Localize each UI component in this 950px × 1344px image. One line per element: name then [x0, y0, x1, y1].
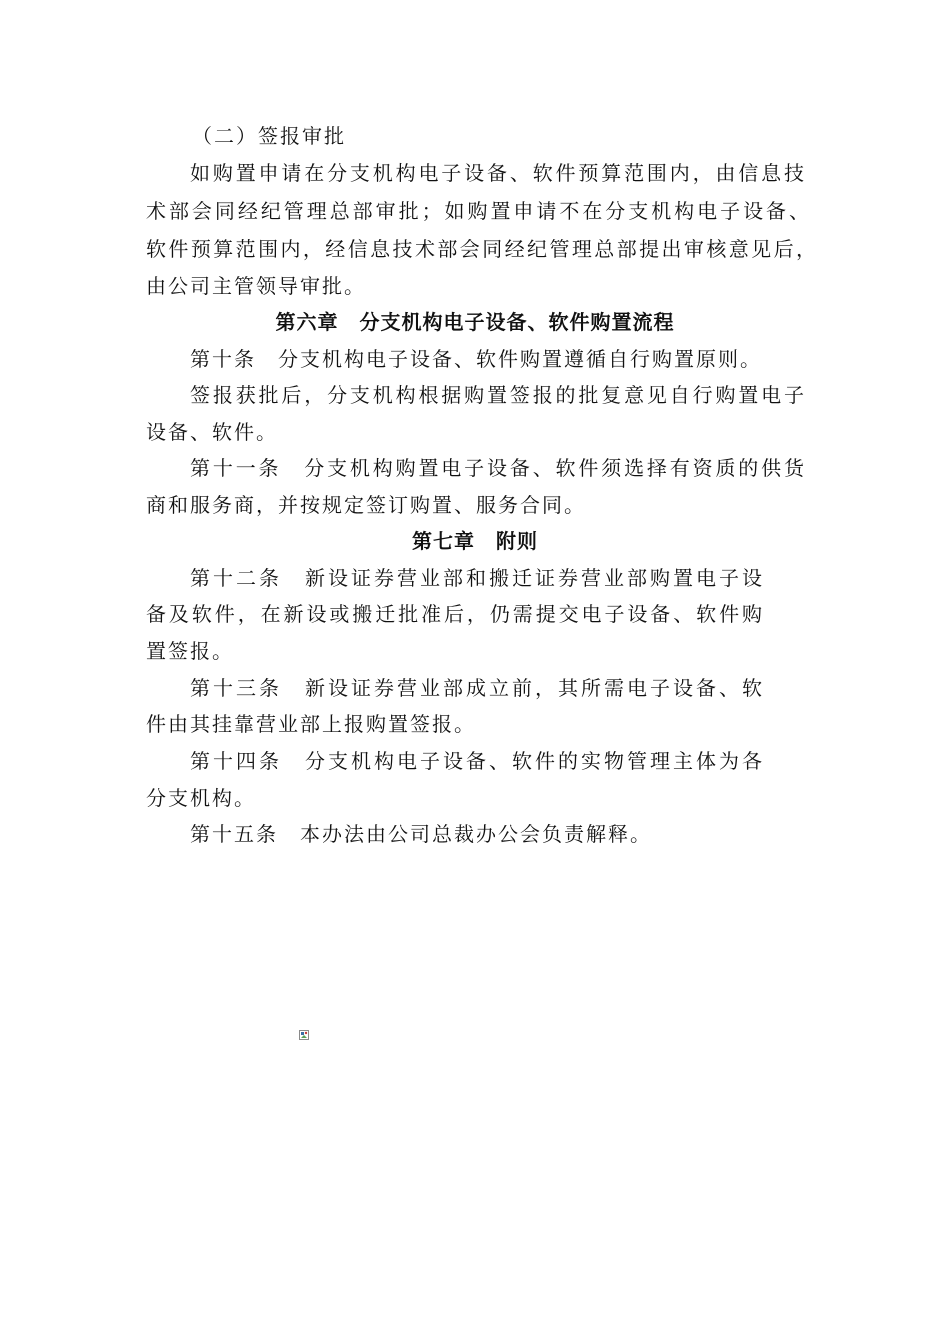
article-13-line: 第十三条 新设证券营业部成立前，其所需电子设备、软	[190, 676, 764, 700]
article-12-line: 置签报。	[146, 639, 234, 663]
paragraph-line: 由公司主管领导审批。	[146, 274, 366, 298]
paragraph-line: 如购置申请在分支机构电子设备、软件预算范围内，由信息技	[190, 161, 806, 185]
paragraph-line: 软件预算范围内，经信息技术部会同经纪管理总部提出审核意见后，	[146, 237, 818, 261]
article-11-line: 第十一条 分支机构购置电子设备、软件须选择有资质的供货	[190, 456, 806, 480]
section-heading: （二）签报审批	[192, 124, 346, 148]
article-15: 第十五条 本办法由公司总裁办公会负责解释。	[190, 822, 652, 846]
broken-image-icon	[299, 1030, 309, 1040]
article-14-line: 第十四条 分支机构电子设备、软件的实物管理主体为各	[190, 749, 764, 773]
chapter-title: 第七章 附则	[412, 529, 538, 553]
paragraph-line: 签报获批后，分支机构根据购置签报的批复意见自行购置电子	[190, 383, 806, 407]
article-10: 第十条 分支机构电子设备、软件购置遵循自行购置原则。	[190, 347, 762, 371]
article-12-line: 第十二条 新设证券营业部和搬迁证券营业部购置电子设	[190, 566, 764, 590]
article-12-line: 备及软件，在新设或搬迁批准后，仍需提交电子设备、软件购	[146, 602, 764, 626]
paragraph-line: 术部会同经纪管理总部审批；如购置申请不在分支机构电子设备、	[146, 199, 811, 223]
paragraph-line: 设备、软件。	[146, 420, 278, 444]
article-13-line: 件由其挂靠营业部上报购置签报。	[146, 712, 476, 736]
article-14-line: 分支机构。	[146, 786, 256, 810]
chapter-title: 第六章 分支机构电子设备、软件购置流程	[275, 310, 675, 334]
article-11-line: 商和服务商，并按规定签订购置、服务合同。	[146, 493, 586, 517]
